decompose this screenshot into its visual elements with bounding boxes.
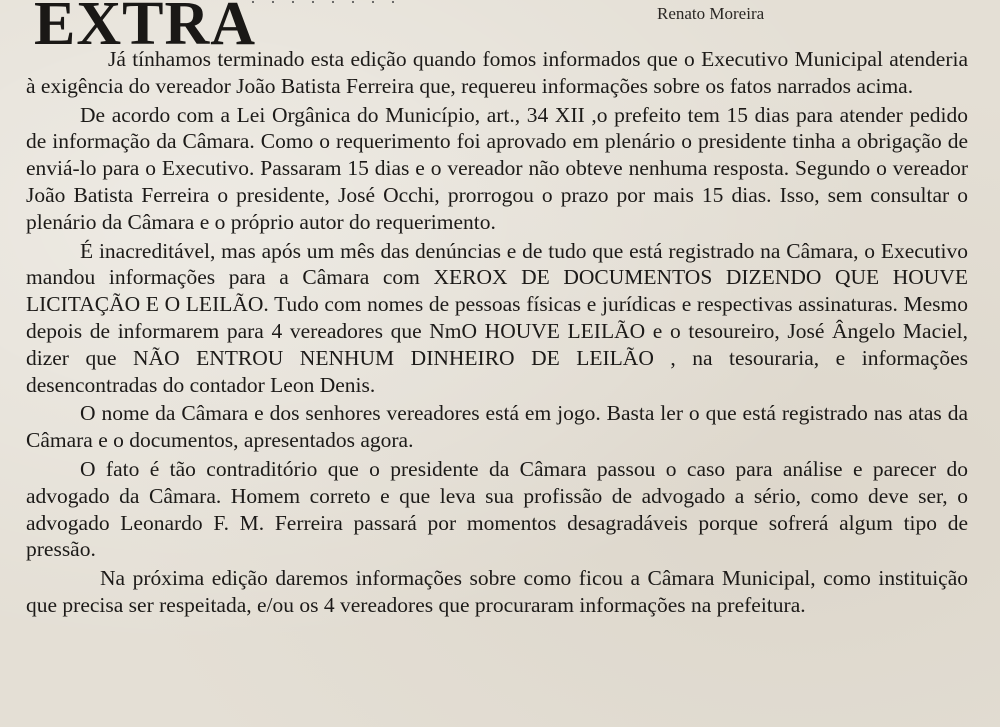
paragraph: O nome da Câmara e dos senhores vereadores está em jogo. Basta ler o que está registrado nas atas da Câmara e o documentos, apresentados agora. (26, 401, 968, 453)
paragraph: Já tínhamos terminado esta edição quando fomos informados que o Executivo Municipal atenderia à exigência do vereador João Batista Ferreira que, requereu informações sobre os fatos narrados acima. (26, 47, 968, 98)
article-body (26, 46, 968, 621)
cropped-text-remnant: ········ (250, 0, 410, 12)
paragraph: É inacreditável, mas após um mês das denúncias e de tudo que está registrado na Câmara, o Executivo mandou informações para a Câmara com XEROX DE DOCUMENTOS DIZENDO QUE HOUVE LICITAÇÃO E O LEILÃO. Tudo com nomes de pessoas físicas e jurídicas e respectivas assinaturas. Mesmo depois de informarem para 4 vereadores que NmO HOUVE LEILÃO e o tesoureiro, José Ângelo Maciel, dizer que NÃO ENTROU NENHUM DINHEIRO DE LEILÃO , na tesouraria, e informações desencontradas do contador Leon Denis. (26, 238, 968, 397)
paragraph: O fato é tão contraditório que o presidente da Câmara passou o caso para análise e parecer do advogado da Câmara. Homem correto e que leva sua profissão de advogado a sério, como deve ser, o advogado Leonardo F. M. Ferreira passará por momentos desagradáveis porque sofrerá algum tipo de pressão. (26, 456, 968, 562)
paragraph: Na próxima edição daremos informações sobre como ficou a Câmara Municipal, como instituição que precisa ser respeitada, e/ou os 4 vereadores que procuraram informações na prefeitura. (26, 566, 968, 617)
headline: EXTRA (34, 0, 257, 58)
paragraph: De acordo com a Lei Orgânica do Município, art., 34 XII ,o prefeito tem 15 dias para atender pedido de informação da Câmara. Como o requerimento foi aprovado em plenário o presidente tinha a obrigação de enviá-lo para o Executivo. Passaram 15 dias e o vereador não obteve nenhuma resposta. Segundo o vereador João Batista Ferreira o presidente, José Occhi, prorrogou o prazo por mais 15 dias. Isso, sem consultar o plenário da Câmara e o próprio autor do requerimento. (26, 102, 968, 234)
author-byline: Renato Moreira (657, 4, 765, 23)
